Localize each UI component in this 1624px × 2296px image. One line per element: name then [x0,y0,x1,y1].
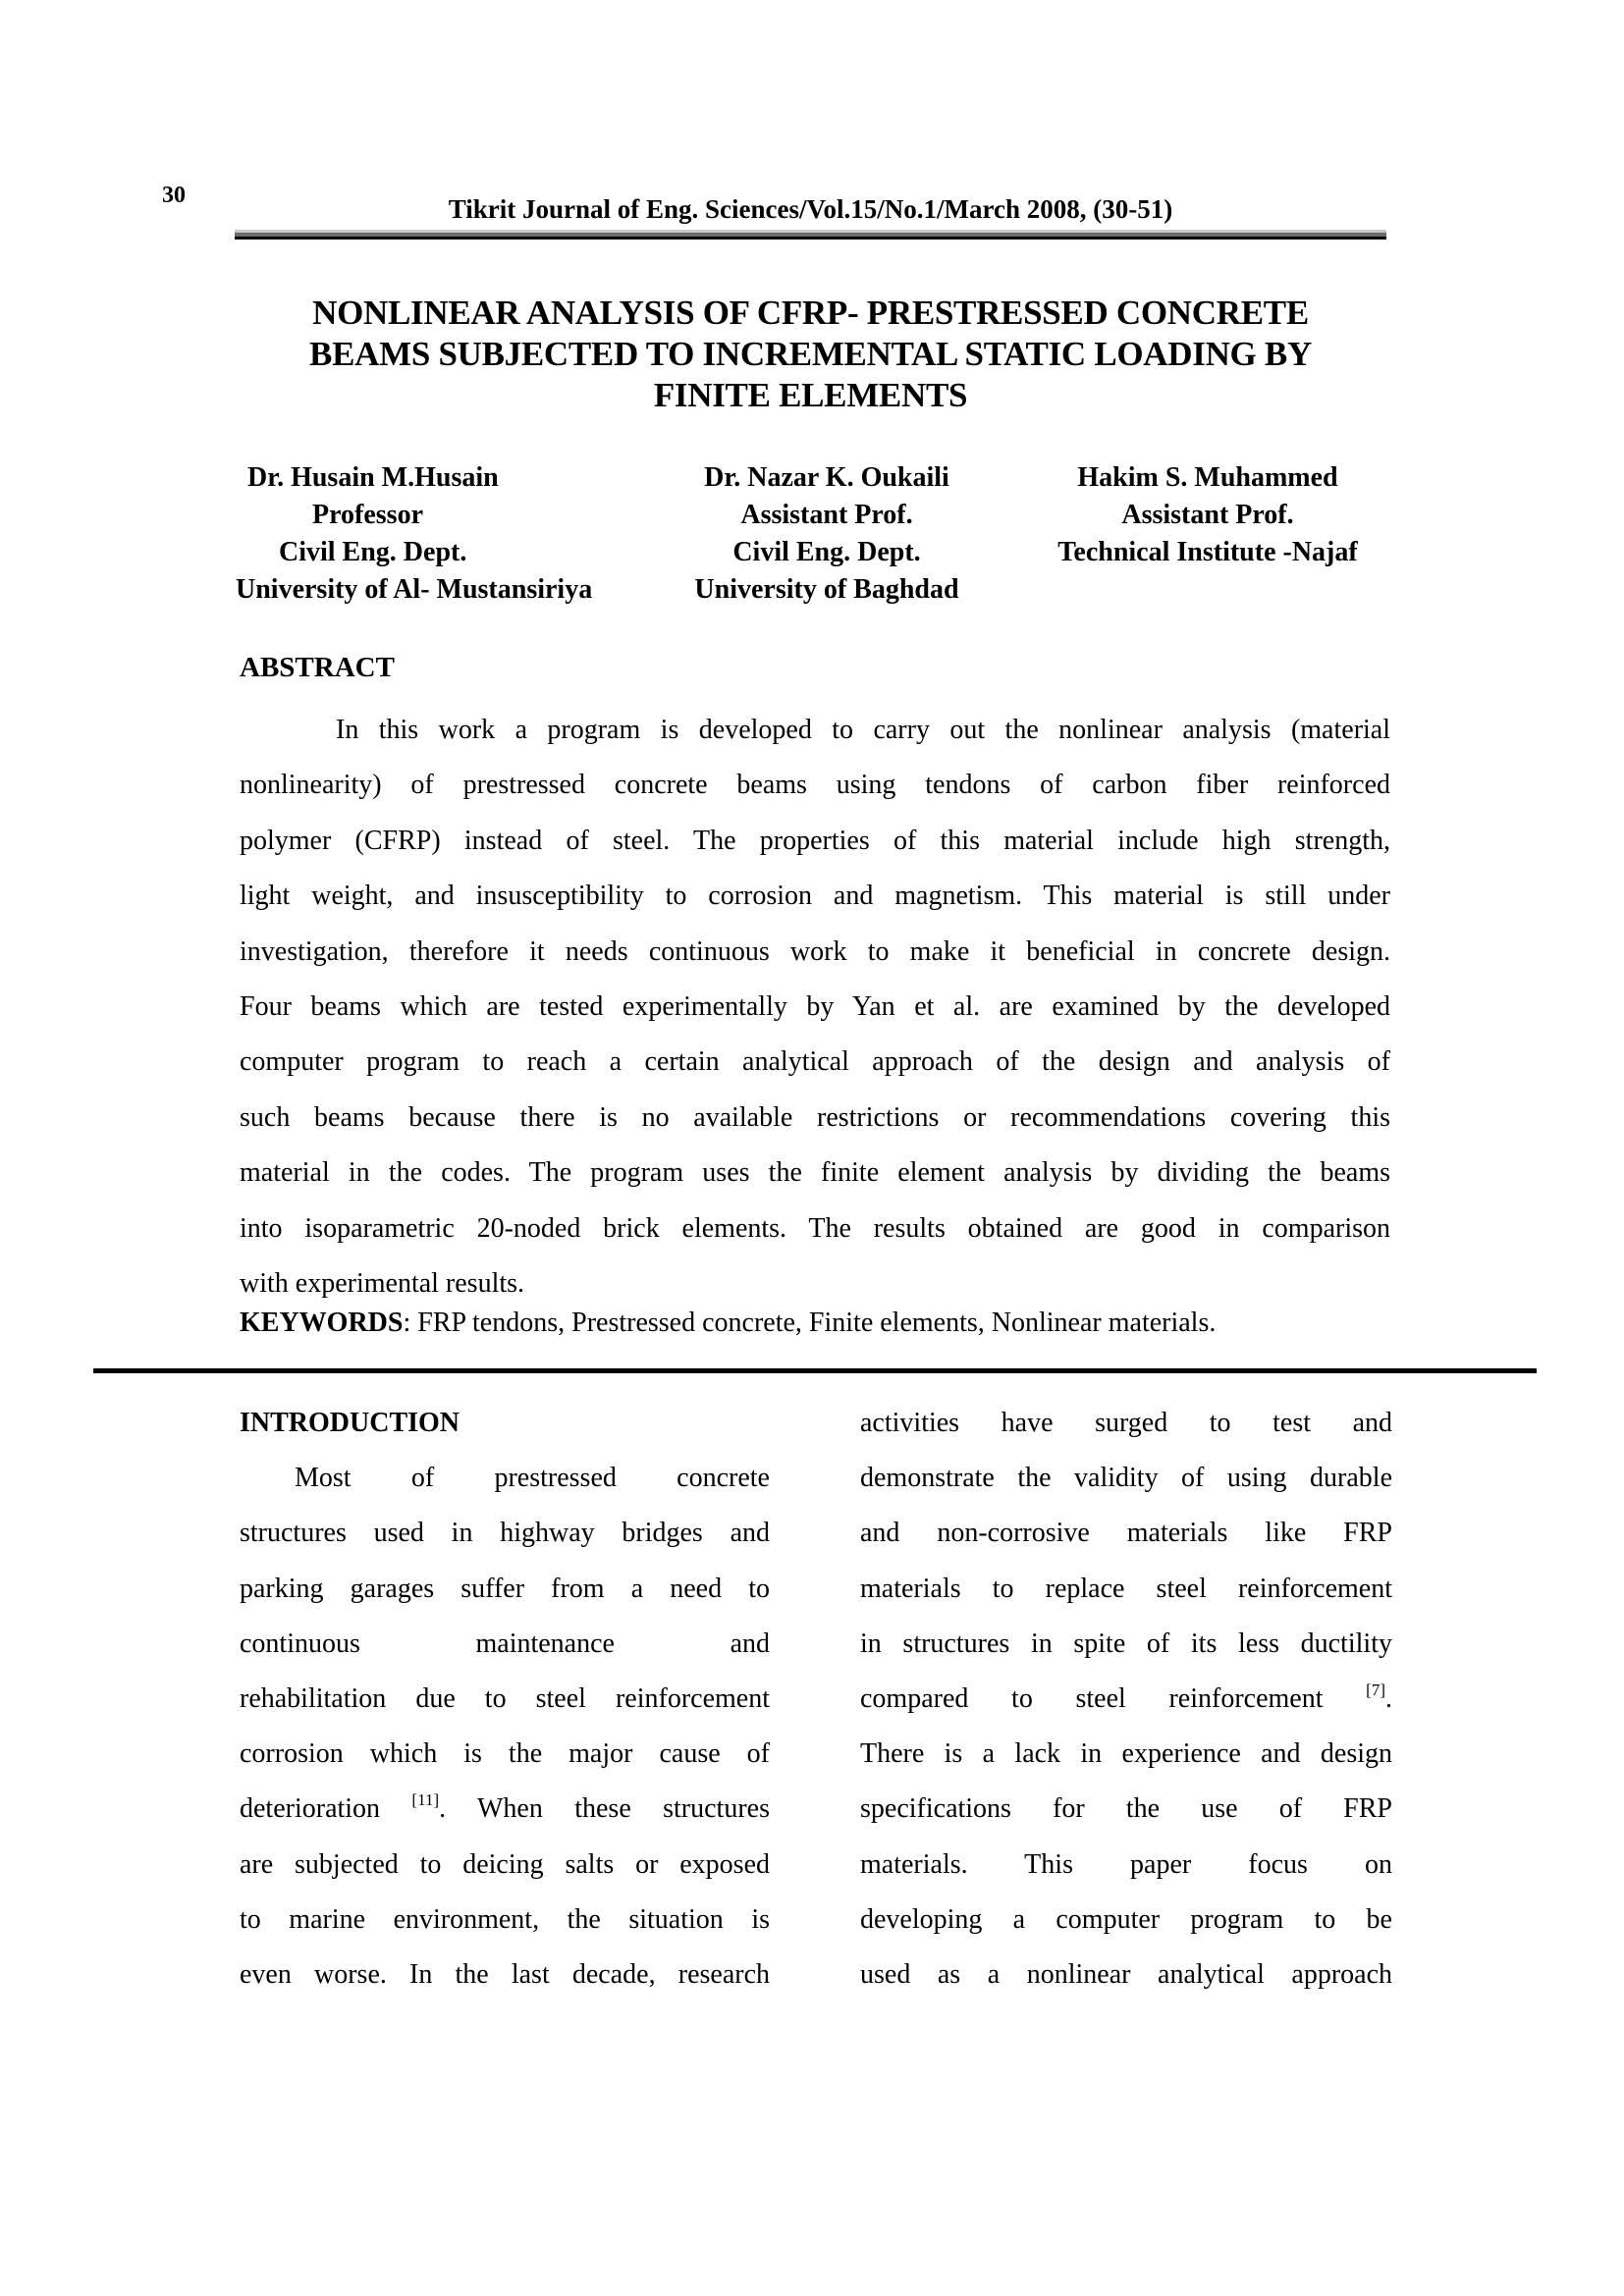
body-line: developing a computer program to be [860,1903,1392,1935]
keywords [240,1296,1390,1351]
header-rule [235,230,1386,240]
title-line: FINITE ELEMENTS [653,376,968,414]
body-line: parking garages suffer from a need to [240,1573,770,1604]
body-line: rehabilitation due to steel reinforcement [240,1682,770,1714]
author-department: Technical Institute -Najaf [1057,537,1358,567]
author-name: Dr. Nazar K. Oukaili [704,462,949,493]
body-text: . [1385,1682,1392,1714]
body-line: Most of prestressed concrete [295,1463,770,1494]
body-line: in structures in spite of its less ductility [860,1628,1392,1659]
left-column [240,1396,770,2002]
paper-title [235,293,1386,416]
author-position: Assistant Prof. [740,500,913,530]
title-line: NONLINEAR ANALYSIS OF CFRP- PRESTRESSED CONCRETE [312,294,1309,332]
abstract-heading: ABSTRACT [240,652,395,683]
abstract-line: In this work a program is developed to carry out the nonlinear analysis (material [336,715,1390,745]
body-line: structures used in highway bridges and [240,1518,770,1549]
author-institution: University of Baghdad [694,574,959,605]
body-line: used as a nonlinear analytical approach [860,1958,1392,1990]
author-institution: University of Al- Mustansiriya [236,574,593,605]
body-text: deterioration [240,1793,412,1825]
abstract-line: polymer (CFRP) instead of steel. The properties of this material include high strength, [240,825,1390,856]
page-number: 30 [162,183,186,208]
author-department: Civil Eng. Dept. [732,537,921,567]
body-line: even worse. In the last decade, research [240,1958,770,1990]
body-line: demonstrate the validity of using durable [860,1463,1392,1494]
abstract-line: Four beams which are tested experimentally by Yan et al. are examined by the developed [240,990,1390,1022]
keywords-label: KEYWORDS [240,1308,404,1338]
author-name: Dr. Husain M.Husain [247,462,499,493]
body-line: specifications for the use of FRP [860,1793,1392,1825]
abstract-line: nonlinearity) of prestressed concrete beams using tendons of carbon fiber reinforced [240,770,1390,801]
body-line: activities have surged to test and [860,1408,1392,1438]
abstract-line: into isoparametric 20-noded brick elements. The results obtained are good in comparison [240,1212,1390,1244]
right-column [860,1396,1392,2002]
abstract-line: computer program to reach a certain analytical approach of the design and analysis of [240,1046,1390,1078]
body-text: compared to steel reinforcement [860,1682,1367,1714]
citation-ref: [11] [411,1790,440,1810]
abstract-line: material in the codes. The program uses the finite element analysis by dividing the beams [240,1157,1390,1189]
author-name: Hakim S. Muhammed [1077,462,1338,493]
title-line: BEAMS SUBJECTED TO INCREMENTAL STATIC LOADING BY [309,335,1312,373]
body-line: corrosion which is the major cause of [240,1738,770,1770]
abstract-line: light weight, and insusceptibility to corrosion and magnetism. This material is still under [240,881,1390,912]
introduction-heading: INTRODUCTION [240,1408,460,1438]
body-line: There is a lack in experience and design [860,1738,1392,1770]
body-line: materials. This paper focus on [860,1848,1392,1880]
abstract-line: with experimental results. [240,1267,525,1299]
running-head: Tikrit Journal of Eng. Sciences/Vol.15/No.1/March 2008, (30-51) [448,194,1173,224]
author-position: Professor [312,500,423,530]
citation-ref: [7] [1366,1680,1385,1699]
author-block [236,459,668,609]
abstract-line: investigation, therefore it needs continuous work to make it beneficial in concrete design. [240,935,1390,967]
body-line [860,1672,1392,1727]
keywords-list: : FRP tendons, Prestressed concrete, Finite elements, Nonlinear materials. [403,1308,1217,1338]
body-line: continuous maintenance and [240,1628,770,1659]
body-line: materials to replace steel reinforcement [860,1573,1392,1604]
author-block [1021,459,1394,571]
body-text: . When these structures [439,1793,770,1825]
body-line [240,1782,770,1837]
section-divider [93,1368,1537,1373]
body-line: to marine environment, the situation is [240,1903,770,1935]
author-position: Assistant Prof. [1121,500,1294,530]
body-line: and non-corrosive materials like FRP [860,1518,1392,1549]
author-block [660,459,994,609]
abstract-body [240,703,1390,1311]
body-line: are subjected to deicing salts or exposed [240,1848,770,1880]
abstract-line: such beams because there is no available restrictions or recommendations covering this [240,1101,1390,1133]
author-department: Civil Eng. Dept. [279,537,467,567]
